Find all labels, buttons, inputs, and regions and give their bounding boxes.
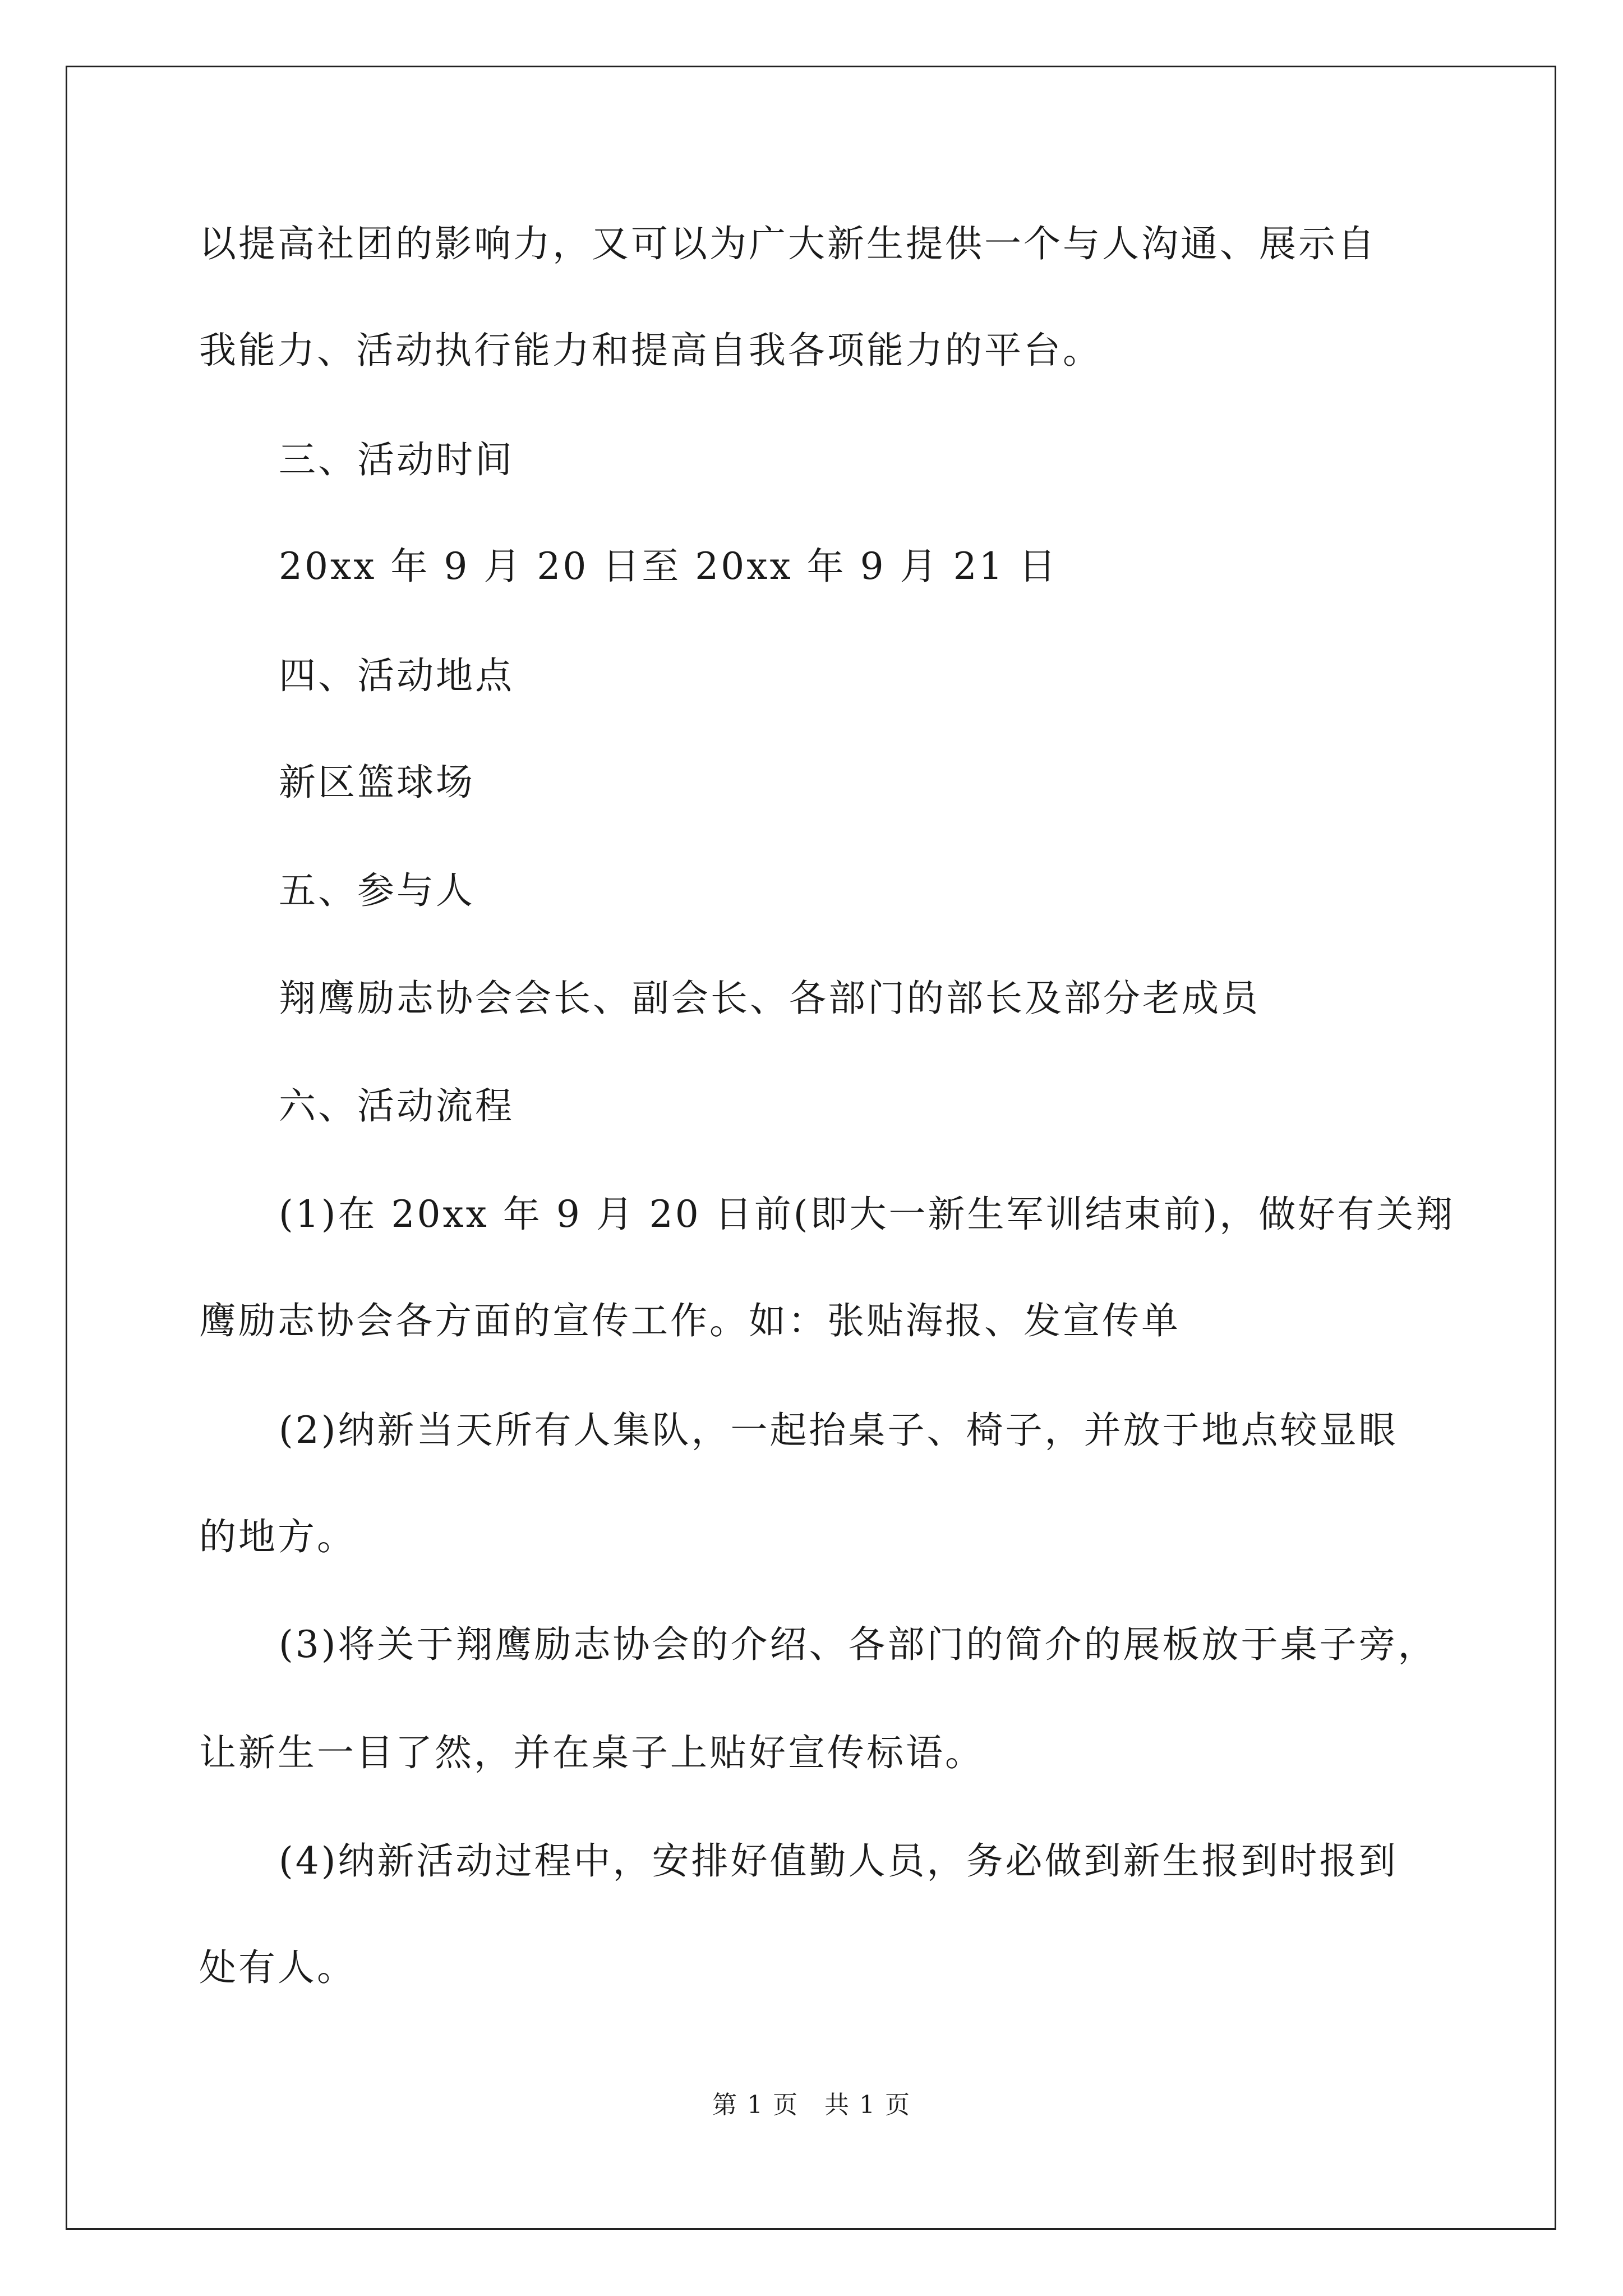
activity-date: 20xx 年 9 月 20 日至 20xx 年 9 月 21 日 — [279, 545, 1058, 588]
body-line-1: 以提高社团的影响力，又可以为广大新生提供一个与人沟通、展示自 — [199, 222, 1377, 265]
section-heading-participants: 五、参与人 — [279, 869, 475, 912]
process-item-4-line-2: 处有人。 — [199, 1946, 356, 1989]
process-item-2-line-1: (2)纳新当天所有人集队，一起抬桌子、椅子，并放于地点较显眼 — [279, 1409, 1398, 1452]
process-item-1-line-2: 鹰励志协会各方面的宣传工作。如：张贴海报、发宣传单 — [199, 1299, 1181, 1342]
process-item-3-line-2: 让新生一目了然，并在桌子上贴好宣传标语。 — [199, 1731, 984, 1774]
process-item-4-line-1: (4)纳新活动过程中，安排好值勤人员，务必做到新生报到时报到 — [279, 1839, 1398, 1883]
page-border — [66, 66, 1556, 2230]
page-footer: 第 1 页 共 1 页 — [712, 2091, 911, 2119]
section-heading-time: 三、活动时间 — [279, 438, 514, 481]
section-heading-location: 四、活动地点 — [279, 654, 514, 697]
activity-location: 新区篮球场 — [279, 761, 475, 804]
process-item-3-line-1: (3)将关于翔鹰励志协会的介绍、各部门的简介的展板放于桌子旁， — [279, 1623, 1437, 1666]
process-item-1-line-1: (1)在 20xx 年 9 月 20 日前(即大一新生军训结束前)，做好有关翔 — [279, 1193, 1455, 1236]
process-item-2-line-2: 的地方。 — [199, 1515, 356, 1558]
section-heading-process: 六、活动流程 — [279, 1084, 514, 1128]
participants: 翔鹰励志协会会长、副会长、各部门的部长及部分老成员 — [279, 977, 1260, 1020]
body-line-2: 我能力、活动执行能力和提高自我各项能力的平台。 — [199, 329, 1102, 372]
